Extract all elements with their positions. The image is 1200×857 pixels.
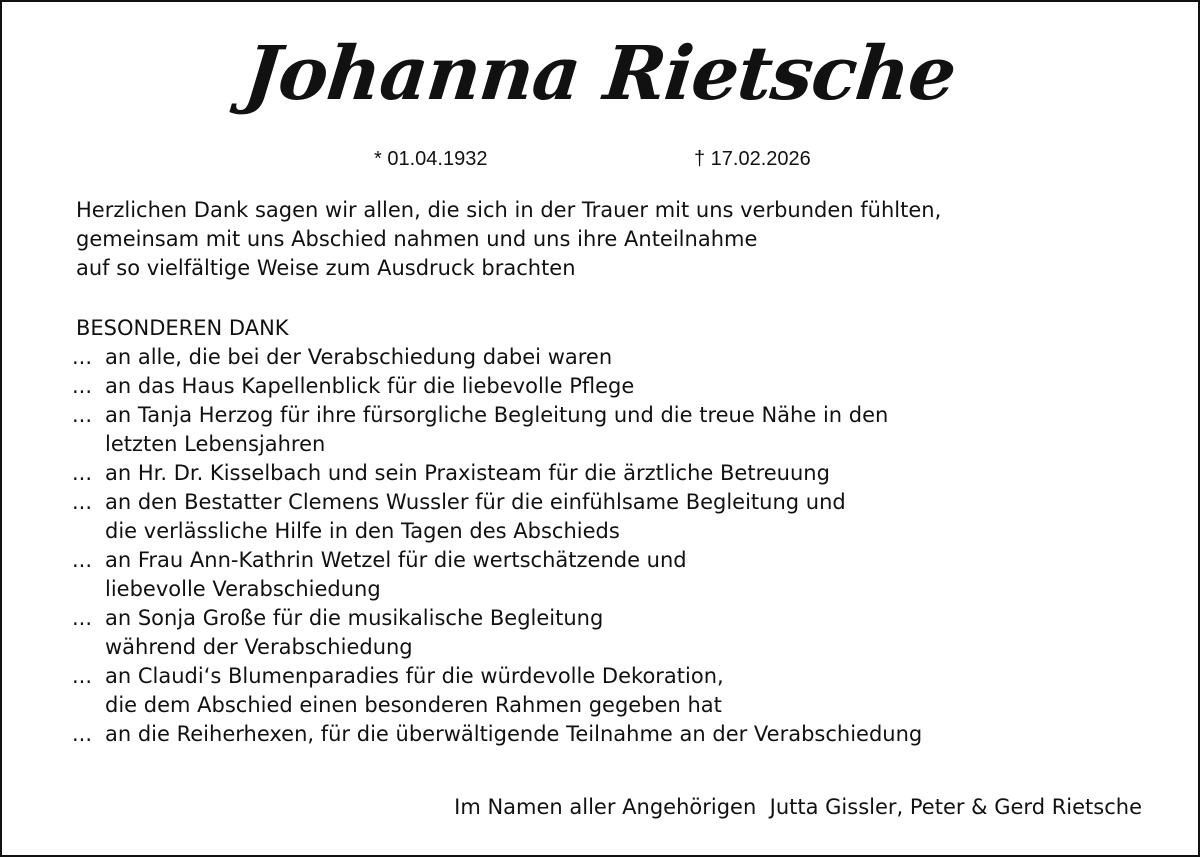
ellipsis-marker: ...: [72, 664, 93, 688]
special-thanks-heading: BESONDEREN DANK: [76, 316, 289, 340]
birth-date: * 01.04.1932: [374, 148, 488, 170]
list-item-text: [105, 372, 634, 401]
list-item: [72, 372, 1162, 401]
list-item: [72, 401, 1162, 459]
list-item-text: [105, 401, 888, 459]
list-item: [72, 546, 1162, 604]
intro-line: gemeinsam mit uns Abschied nahmen und uns ihre Anteilnahme: [76, 227, 758, 251]
list-item-text: [105, 604, 603, 662]
list-item: [72, 720, 1162, 749]
list-item-line: an die Reiherhexen, für die überwältigende Teilnahme an der Verabschiedung: [105, 722, 923, 746]
ellipsis-marker: ...: [72, 606, 93, 630]
list-item-line: an Tanja Herzog für ihre fürsorgliche Begleitung und die treue Nähe in den: [105, 403, 889, 427]
ellipsis-marker: ...: [72, 374, 93, 398]
list-item: [72, 662, 1162, 720]
signature-names: Jutta Gissler, Peter & Gerd Rietsche: [769, 795, 1142, 819]
list-item-line: an Hr. Dr. Kisselbach und sein Praxisteam für die ärztliche Betreuung: [105, 461, 830, 485]
list-item-text: [105, 720, 922, 749]
list-item-line: an Claudi‘s Blumenparadies für die würdevolle Dekoration,: [105, 664, 724, 688]
ellipsis-marker: ...: [72, 345, 93, 369]
ellipsis-marker: ...: [72, 548, 93, 572]
list-item-text: [105, 662, 724, 720]
list-item: [72, 488, 1162, 546]
ellipsis-marker: ...: [72, 403, 93, 427]
list-item: [72, 604, 1162, 662]
list-item-text: [105, 546, 687, 604]
list-item-line: die verlässliche Hilfe in den Tagen des Abschieds: [105, 519, 620, 543]
list-item-line: letzten Lebensjahren: [105, 432, 326, 456]
ellipsis-marker: ...: [72, 461, 93, 485]
list-item-line: an Frau Ann-Kathrin Wetzel für die wertschätzende und: [105, 548, 687, 572]
list-item-line: an Sonja Große für die musikalische Begleitung: [105, 606, 604, 630]
intro-line: auf so vielfältige Weise zum Ausdruck brachten: [76, 256, 576, 280]
list-item-line: an den Bestatter Clemens Wussler für die einfühlsame Begleitung und: [105, 490, 846, 514]
list-item-line: während der Verabschiedung: [105, 635, 413, 659]
intro-text: [76, 196, 1156, 283]
intro-line: Herzlichen Dank sagen wir allen, die sich in der Trauer mit uns verbunden fühlten,: [76, 198, 942, 222]
ellipsis-marker: ...: [72, 490, 93, 514]
thanks-list: [72, 343, 1162, 749]
list-item-text: [105, 488, 846, 546]
list-item: [72, 459, 1162, 488]
deceased-name: Johanna Rietsche: [240, 31, 960, 117]
list-item-line: liebevolle Verabschiedung: [105, 577, 381, 601]
ellipsis-marker: ...: [72, 722, 93, 746]
signature: [454, 793, 1142, 822]
list-item: [72, 343, 1162, 372]
signature-prefix: Im Namen aller Angehörigen: [454, 795, 757, 819]
list-item-line: an das Haus Kapellenblick für die liebevolle Pflege: [105, 374, 635, 398]
list-item-text: [105, 343, 612, 372]
list-item-line: die dem Abschied einen besonderen Rahmen gegeben hat: [105, 693, 722, 717]
list-item-line: an alle, die bei der Verabschiedung dabei waren: [105, 345, 613, 369]
list-item-text: [105, 459, 830, 488]
death-date: † 17.02.2026: [694, 148, 811, 170]
